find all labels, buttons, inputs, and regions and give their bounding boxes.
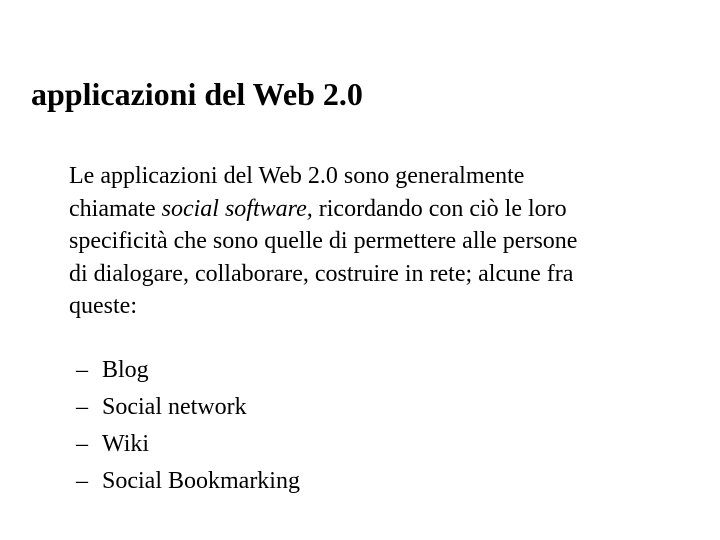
dash-bullet-icon: – (76, 394, 88, 420)
dash-bullet-icon: – (76, 468, 88, 494)
paragraph-line-4: di dialogare, collaborare, costruire in rete; alcune fra (69, 260, 574, 287)
list-item-label: Blog (102, 357, 149, 383)
list-item-label: Wiki (102, 431, 150, 457)
list-item (76, 352, 300, 389)
paragraph-line-5: queste: (69, 293, 137, 319)
intro-paragraph (69, 160, 689, 323)
social-software-term: social software, (161, 195, 313, 222)
list-item (76, 389, 300, 426)
paragraph-line-3: specificità che sono quelle di permettere alle persone (69, 228, 578, 254)
paragraph-line-2-start: chiamate (69, 195, 162, 222)
list-item-label: Social network (102, 394, 247, 420)
examples-list (76, 352, 300, 500)
paragraph-line-2 (69, 193, 689, 226)
slide-title: applicazioni del Web 2.0 (31, 76, 363, 112)
paragraph-line-2-end: ricordando con ciò le loro (312, 195, 567, 222)
list-item (76, 426, 300, 463)
dash-bullet-icon: – (76, 357, 88, 383)
list-item (76, 463, 300, 500)
paragraph-line-1: Le applicazioni del Web 2.0 sono generalmente (69, 163, 525, 189)
dash-bullet-icon: – (76, 431, 88, 457)
list-item-label: Social Bookmarking (102, 468, 300, 494)
